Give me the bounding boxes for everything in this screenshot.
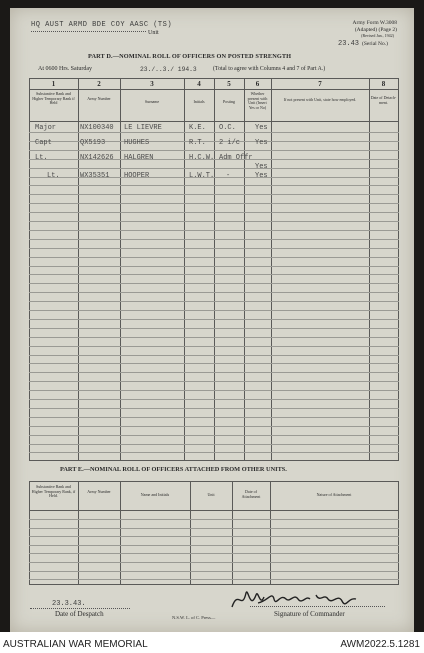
ruled-line <box>29 528 399 529</box>
row-1-number: NX100340 <box>80 124 114 132</box>
row-2-initials: R.T. <box>189 139 206 147</box>
ruled-line <box>29 274 399 275</box>
ruled-line <box>29 408 399 409</box>
ruled-line <box>29 426 399 427</box>
ruled-line <box>29 346 399 347</box>
ruled-line <box>29 310 399 311</box>
row-3-rank: Lt. <box>35 154 48 162</box>
part-e-header-name: Name and Initials <box>140 492 170 497</box>
row-2-rank: Capt <box>35 139 52 147</box>
ruled-line <box>29 221 399 222</box>
ruled-line <box>29 372 399 373</box>
part-d-col-line <box>271 78 272 460</box>
part-e-header-unit: Unit <box>207 492 215 497</box>
archive-footer <box>0 632 424 653</box>
part-e-header-number: Army Number <box>87 489 111 494</box>
col-header-detachment-date: Date of Detach-ment. <box>370 95 397 105</box>
col-number: 1 <box>51 80 56 88</box>
col-number: 5 <box>227 80 231 88</box>
ruled-line <box>29 417 399 418</box>
signature-label: Signature of Commander <box>274 610 345 618</box>
col-header-initials: Initials <box>193 99 205 104</box>
part-d-col-line <box>398 78 399 460</box>
ruled-line <box>29 328 399 329</box>
ruled-line <box>29 562 399 563</box>
roll-date: 23./..3./ 194.3 <box>140 66 197 73</box>
ruled-line <box>29 452 399 453</box>
col-header-present: Whether present with Unit (Insert Yes or No) <box>247 91 268 110</box>
unit-label: Unit <box>148 30 159 36</box>
serial-label: (Serial No.) <box>362 41 388 47</box>
row-1-rank: Major <box>35 124 57 132</box>
row-3-posting: Adm Offr <box>219 154 253 162</box>
unit-typed: HQ AUST ARMD BDE COY AASC (TS) <box>31 21 173 29</box>
ruled-line <box>29 363 399 364</box>
ruled-line <box>29 283 399 284</box>
col-number: 7 <box>318 80 322 88</box>
part-d-col-line <box>120 78 121 460</box>
ruled-line <box>29 257 399 258</box>
part-d-col-line <box>244 78 245 460</box>
ruled-line <box>29 168 399 169</box>
col-header-army-number: Army Number <box>87 96 111 101</box>
ruled-line <box>29 435 399 436</box>
ruled-line <box>29 553 399 554</box>
despatch-line <box>30 608 130 609</box>
row-4-surname: HOOPER <box>124 172 150 180</box>
part-e-col-line <box>29 481 30 584</box>
col-header-surname: Surname <box>144 99 160 104</box>
row-3-surname: HALGREN <box>124 154 154 162</box>
footer-accession: AWM2022.5.1281 <box>340 639 420 650</box>
part-e-title: PART E.—NOMINAL ROLL OF OFFICERS ATTACHED FROM OTHER UNITS. <box>60 466 287 473</box>
part-d-col-line <box>29 78 30 460</box>
signature-line <box>250 606 385 607</box>
ruled-line <box>29 390 399 391</box>
ruled-line <box>29 381 399 382</box>
footer-institution: AUSTRALIAN WAR MEMORIAL <box>3 639 148 650</box>
row-4-rank: Lt. <box>47 172 60 180</box>
row-4-present: Yes <box>255 172 268 180</box>
col-header-posting: Posting <box>222 99 235 104</box>
ruled-line <box>29 266 399 267</box>
ruled-line <box>29 355 399 356</box>
col-number: 2 <box>97 80 101 88</box>
row-2-posting: 2 i/c <box>219 139 241 147</box>
at-line: At 0600 Hrs. Saturday <box>38 66 92 72</box>
part-d-title: PART D.—NOMINAL ROLL OF OFFICERS ON POSTED STRENGTH <box>88 53 292 60</box>
ruled-line <box>29 212 399 213</box>
ruled-line <box>29 301 399 302</box>
unit-dotted-line <box>31 31 146 32</box>
despatch-date: 23.3.43. <box>52 600 86 608</box>
part-e-col-line <box>78 481 79 584</box>
despatch-label: Date of Despatch <box>55 610 104 618</box>
printer-imprint: N.S.W. L. of C. Press— <box>172 615 216 620</box>
ruled-line <box>29 545 399 546</box>
part-d-col-line <box>78 78 79 460</box>
row-1-surname: LE LIEVRE <box>124 124 162 132</box>
ruled-line <box>29 444 399 445</box>
ruled-line <box>29 230 399 231</box>
col-header-employment: If not present with Unit, state how employed. <box>283 97 357 102</box>
col-number: 8 <box>381 80 386 88</box>
part-d-col-line <box>184 78 185 460</box>
row-3-present: Yes <box>255 163 268 171</box>
ruled-line <box>29 239 399 240</box>
ruled-line <box>29 536 399 537</box>
col-number: 3 <box>150 80 154 88</box>
col-header-rank: Substantive Rank and Higher Temporary Rank if Held <box>32 91 75 105</box>
row-3-number: NX142626 <box>80 154 114 162</box>
ruled-line <box>29 579 399 580</box>
ruled-line <box>29 248 399 249</box>
part-e-col-line <box>120 481 121 584</box>
row-1-initials: K.E. <box>189 124 206 132</box>
ruled-line <box>29 194 399 195</box>
part-e-header-nature: Nature of Attachment <box>316 492 352 497</box>
row-2-surname: HUGHES <box>124 139 150 147</box>
ruled-line <box>29 319 399 320</box>
row-2-present: Yes <box>255 139 268 147</box>
part-e-header-rank: Substantive Rank and Higher Temporary Rank, if Held. <box>31 484 76 498</box>
ruled-line <box>29 132 399 133</box>
ruled-line <box>29 571 399 572</box>
row-4-initials: L.W.T. <box>189 172 215 180</box>
part-d-col-line <box>369 78 370 460</box>
row-1-present: Yes <box>255 124 268 132</box>
ruled-line <box>29 337 399 338</box>
part-e-header-date: Date of Attachment <box>241 489 261 499</box>
part-e-top-border <box>29 481 399 482</box>
part-d-col-line <box>214 78 215 460</box>
at-suffix: (Total to agree with Columns 4 and 7 of Part A.) <box>213 66 326 72</box>
col-number: 4 <box>197 80 201 88</box>
ruled-line <box>29 399 399 400</box>
row-4-number: WX35351 <box>80 172 110 180</box>
ruled-line <box>29 203 399 204</box>
form-adapted: (Adapted) (Page 2) <box>354 27 397 33</box>
row-2-number: QX5193 <box>80 139 106 147</box>
part-e-col-line <box>270 481 271 584</box>
part-e-col-line <box>398 481 399 584</box>
col-number: 6 <box>255 80 260 88</box>
form-revised: (Revised Jan., 1942) <box>361 33 394 38</box>
row-4-posting: - <box>226 172 231 180</box>
ruled-line <box>29 292 399 293</box>
part-e-col-line <box>190 481 191 584</box>
part-e-header-rule <box>29 510 399 511</box>
ruled-line <box>29 519 399 520</box>
ruled-line <box>29 185 399 186</box>
part-d-bottom-border <box>29 460 399 461</box>
serial-number: 23.43 <box>338 40 360 48</box>
part-e-col-line <box>232 481 233 584</box>
row-3-initials: H.C.W. <box>189 154 215 162</box>
ruled-line <box>29 150 399 151</box>
row-1-posting: O.C. <box>219 124 236 132</box>
form-number: Army Form W.3008 <box>352 20 397 26</box>
